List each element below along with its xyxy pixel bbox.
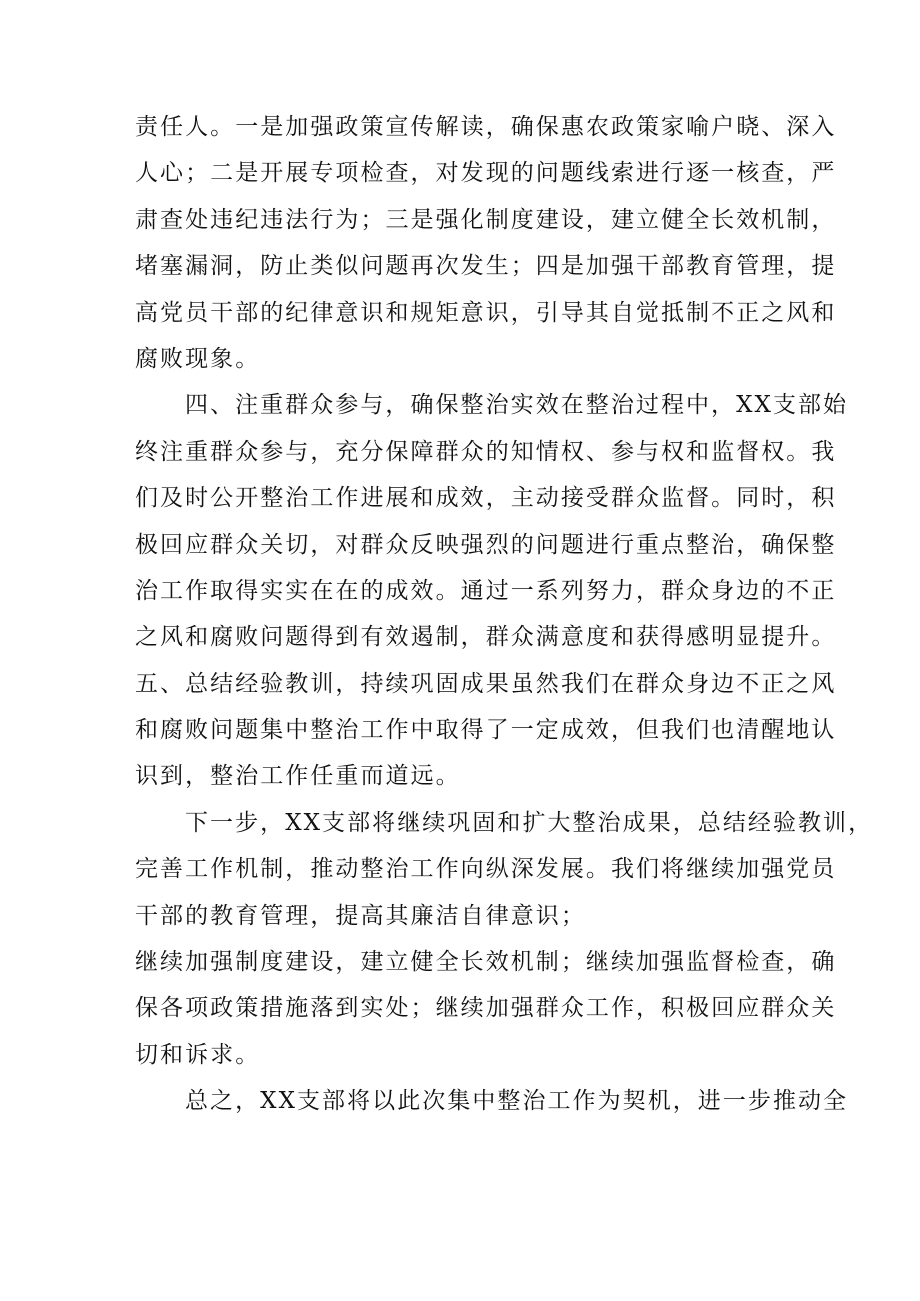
paragraph-start-line: 总之，XX支部将以此次集中整治工作为契机，进一步推动全 [185, 1088, 849, 1115]
text-line: 保各项政策措施落到实处；继续加强群众工作，积极回应群众关 [135, 995, 837, 1022]
text-line: 切和诉求。 [135, 1041, 261, 1068]
text-line: 干部的教育管理，提高其廉洁自律意识； [135, 902, 586, 929]
document-body [135, 104, 874, 1125]
text-line: 识到，整治工作任重而道远。 [135, 763, 461, 790]
section-heading-line: 五、总结经验教训，持续巩固成果虽然我们在群众身边不正之风 [135, 670, 837, 697]
text-line: 完善工作机制，推动整治工作向纵深发展。我们将继续加强党员 [135, 856, 837, 883]
text-line: 之风和腐败问题得到有效遏制，群众满意度和获得感明显提升。 [135, 624, 837, 651]
text-line: 堵塞漏洞，防止类似问题再次发生；四是加强干部教育管理，提 [135, 253, 837, 280]
text-line: 责任人。一是加强政策宣传解读，确保惠农政策家喻户晓、深入 [135, 114, 837, 140]
paragraph-start-line: 四、注重群众参与，确保整治实效在整治过程中，XX支部始 [185, 392, 849, 419]
text-line: 肃查处违纪违法行为；三是强化制度建设，建立健全长效机制， [135, 206, 837, 233]
text-line: 们及时公开整治工作进展和成效，主动接受群众监督。同时，积 [135, 485, 837, 512]
text-line: 和腐败问题集中整治工作中取得了一定成效，但我们也清醒地认 [135, 717, 837, 744]
text-line: 终注重群众参与，充分保障群众的知情权、参与权和监督权。我 [135, 438, 837, 465]
text-line: 极回应群众关切，对群众反映强烈的问题进行重点整治，确保整 [135, 531, 837, 558]
text-line: 高党员干部的纪律意识和规矩意识，引导其自觉抵制不正之风和 [135, 299, 837, 326]
text-line: 继续加强制度建设，建立健全长效机制；继续加强监督检查，确 [135, 949, 837, 976]
paragraph-start-line: 下一步，XX支部将继续巩固和扩大整治成果，总结经验教训， [185, 809, 874, 836]
text-line: 人心；二是开展专项检查，对发现的问题线索进行逐一核查，严 [135, 160, 837, 187]
text-line: 腐败现象。 [135, 345, 261, 372]
text-line: 治工作取得实实在在的成效。通过一系列努力，群众身边的不正 [135, 577, 837, 604]
